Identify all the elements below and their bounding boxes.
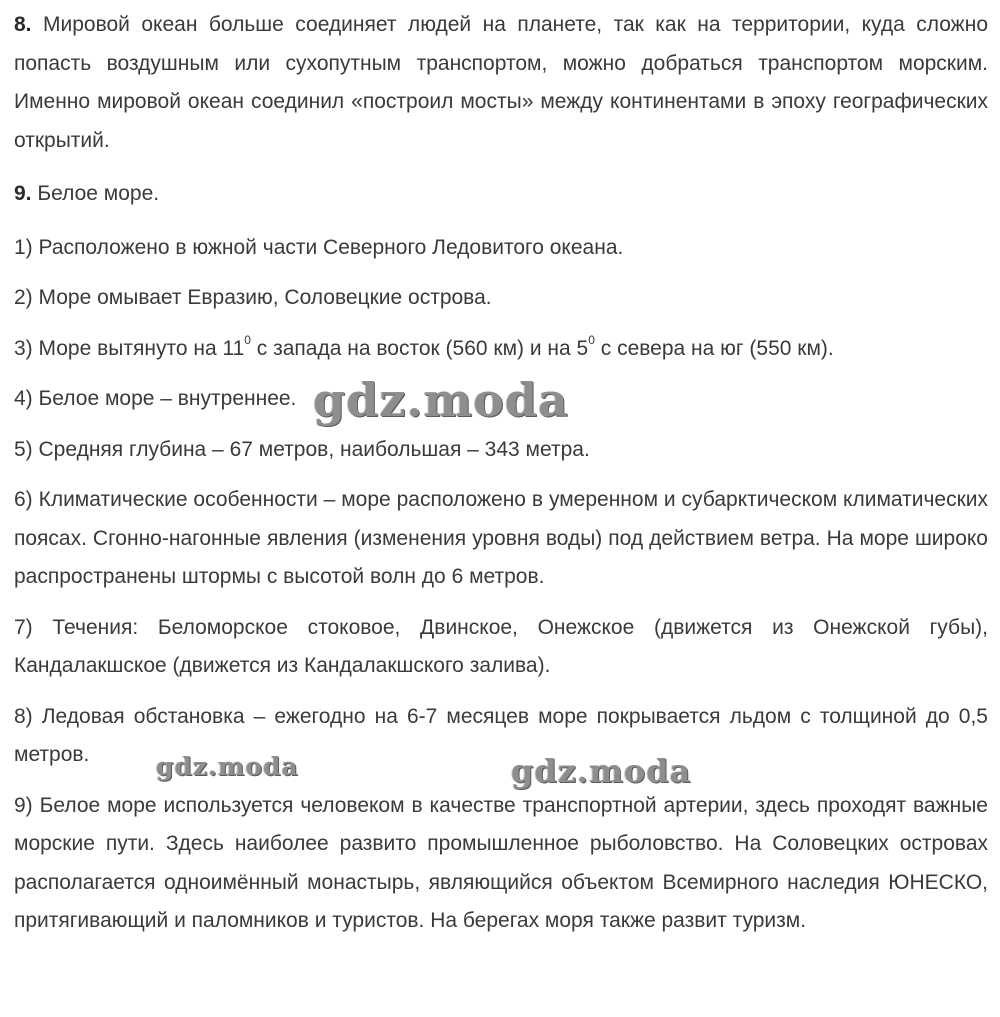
- task-8-text: Мировой океан больше соединяет людей на планете, так как на территории, куда сложно попасть воздушным или сухопутным транспортом, можно добраться транспортом морским. Именно мировой океан соединил «построил мосты» между континентами в эпоху географических открытий.: [14, 13, 988, 152]
- watermark-logo: gdz.moda: [156, 752, 299, 781]
- watermark-logo: gdz.moda: [511, 752, 692, 790]
- task-9-item-7: 7) Течения: Беломорское стоковое, Двинское, Онежское (движется из Онежской губы), Кандалакшское (движется из Кандалакшского залива).: [14, 615, 988, 677]
- task-9-title: Белое море.: [37, 182, 160, 205]
- task-9-item-3: [14, 330, 988, 369]
- task-9-item-1: 1) Расположено в южной части Северного Ледовитого океана.: [14, 235, 624, 259]
- task-9-item-8: 8) Ледовая обстановка – ежегодно на 6-7 месяцев море покрывается льдом с толщиной до 0,5 метров.: [14, 704, 988, 766]
- task-9-heading: [14, 175, 988, 214]
- task-9-item-2: 2) Море омывает Евразию, Соловецкие острова.: [14, 286, 492, 309]
- watermark-logo: gdz.moda: [313, 373, 569, 427]
- document-body: [14, 6, 988, 941]
- task-9-item-5: 5) Средняя глубина – 67 метров, наибольшая – 343 метра.: [14, 437, 590, 461]
- task-9-item-4: 4) Белое море – внутреннее.: [14, 387, 297, 410]
- task-8-paragraph: [14, 6, 988, 160]
- item-3-part-c: с севера на юг (550 км).: [594, 336, 834, 360]
- task-9-item-9: 9) Белое море используется человеком в качестве транспортной артерии, здесь проходят важные морские пути. Здесь наиболее развито промышленное рыболовство. На Соловецких островах располагается одноимённый монастырь, являющийся объектом Всемирного наследия ЮНЕСКО, притягивающий и паломников и туристов. На берегах моря также развит туризм.: [14, 793, 988, 932]
- task-9-number: 9.: [14, 182, 32, 205]
- item-3-part-a: 3) Море вытянуто на 11: [14, 336, 245, 360]
- task-9-item-6: 6) Климатические особенности – море расположено в умеренном и субарктическом климатических поясах. Сгонно-нагонные явления (изменения уровня воды) под действием ветра. На море широко распространены штормы с высотой волн до 6 метров.: [14, 488, 988, 588]
- task-8-number: 8.: [14, 13, 32, 36]
- degree-superscript: 0: [588, 332, 595, 347]
- degree-superscript: 0: [244, 332, 251, 347]
- item-3-part-b: с запада на восток (560 км) и на 5: [250, 336, 589, 360]
